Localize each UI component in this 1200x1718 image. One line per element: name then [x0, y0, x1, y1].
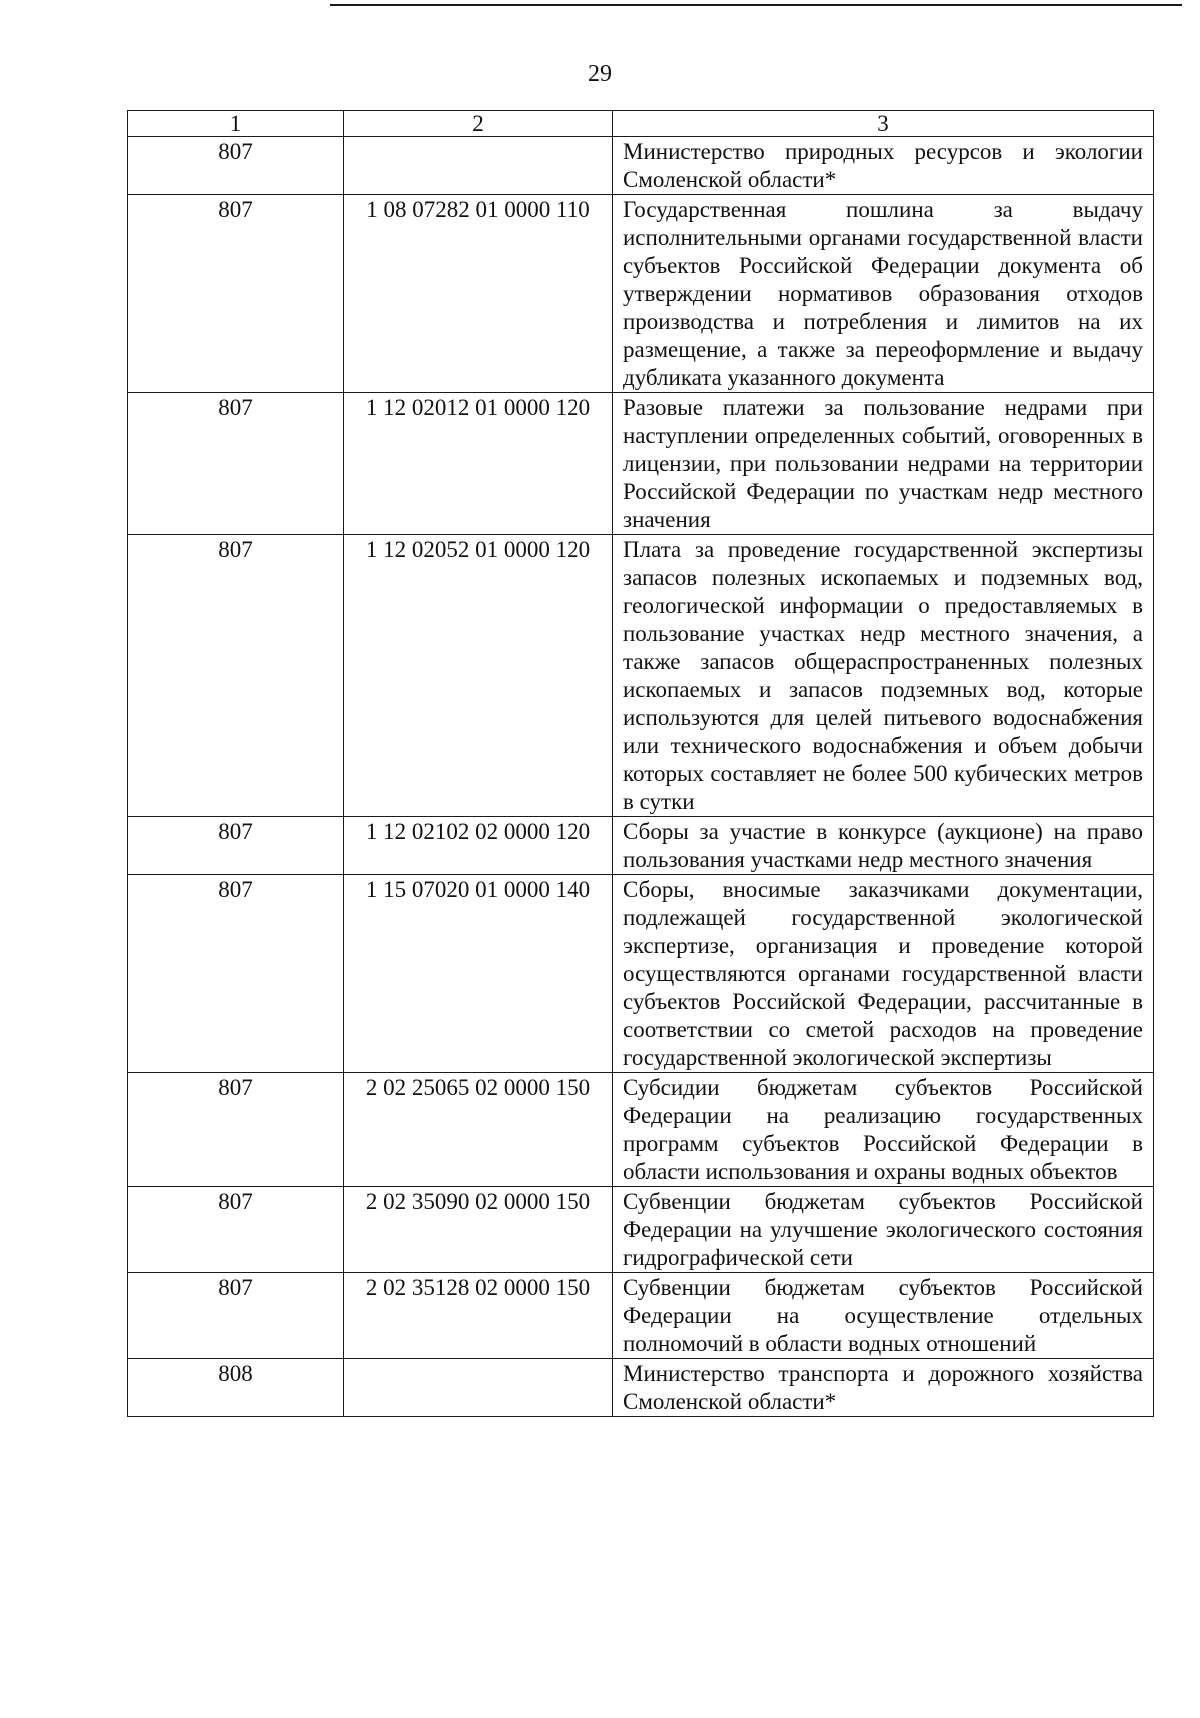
table-row: [128, 1073, 1154, 1187]
table-row: [128, 195, 1154, 393]
budget-code-cell: 1 12 02012 01 0000 120: [344, 393, 613, 535]
admin-code-cell: 808: [128, 1359, 344, 1417]
admin-code-cell: 807: [128, 393, 344, 535]
table-row: [128, 393, 1154, 535]
description-cell: Государственная пошлина за выдачу исполнительными органами государственной власти субъектов Российской Федерации документа об утверждении нормативов образования отходов производства и потребления и лимитов на их размещение, а также за переоформление и выдачу дубликата указанного документа: [613, 195, 1154, 393]
description-cell: Субвенции бюджетам субъектов Российской Федерации на улучшение экологического состояния гидрографической сети: [613, 1187, 1154, 1273]
description-cell: Министерство транспорта и дорожного хозяйства Смоленской области*: [613, 1359, 1154, 1417]
revenue-codes-table: [127, 110, 1154, 1417]
description-cell: Сборы за участие в конкурсе (аукционе) на право пользования участками недр местного значения: [613, 817, 1154, 875]
description-cell: Плата за проведение государственной экспертизы запасов полезных ископаемых и подземных вод, геологической информации о предоставляемых в пользование участках недр местного значения, а также запасов общераспространенных полезных ископаемых и запасов подземных вод, которые используются для целей питьевого водоснабжения или технического водоснабжения и объем добычи которых составляет не более 500 кубических метров в сутки: [613, 535, 1154, 817]
table-body: [128, 111, 1154, 1417]
description-cell: Сборы, вносимые заказчиками документации, подлежащей государственной экологической экспертизе, организация и проведение которой осуществляются органами государственной власти субъектов Российской Федерации, рассчитанные в соответствии со сметой расходов на проведение государственной экологической экспертизы: [613, 875, 1154, 1073]
description-cell: Разовые платежи за пользование недрами при наступлении определенных событий, оговоренных в лицензии, при пользовании недрами на территории Российской Федерации по участкам недр местного значения: [613, 393, 1154, 535]
budget-code-cell: 1 12 02102 02 0000 120: [344, 817, 613, 875]
description-cell: Субвенции бюджетам субъектов Российской Федерации на осуществление отдельных полномочий в области водных отношений: [613, 1273, 1154, 1359]
budget-code-cell: 1 12 02052 01 0000 120: [344, 535, 613, 817]
table-row: [128, 1187, 1154, 1273]
table-row: [128, 875, 1154, 1073]
page-number: 29: [588, 61, 612, 87]
budget-code-cell: 2 02 35128 02 0000 150: [344, 1273, 613, 1359]
top-rule: [330, 4, 1182, 6]
table-row: [128, 535, 1154, 817]
budget-code-cell: 2 02 25065 02 0000 150: [344, 1073, 613, 1187]
description-cell: Субсидии бюджетам субъектов Российской Федерации на реализацию государственных программ субъектов Российской Федерации в области использования и охраны водных объектов: [613, 1073, 1154, 1187]
admin-code-cell: 807: [128, 535, 344, 817]
table-row: [128, 1273, 1154, 1359]
admin-code-cell: 807: [128, 1187, 344, 1273]
budget-code-cell: [344, 137, 613, 195]
budget-code-cell: 1 08 07282 01 0000 110: [344, 195, 613, 393]
description-cell: Министерство природных ресурсов и экологии Смоленской области*: [613, 137, 1154, 195]
admin-code-cell: 807: [128, 875, 344, 1073]
table-row: [128, 137, 1154, 195]
table-row: [128, 817, 1154, 875]
admin-code-cell: 807: [128, 1273, 344, 1359]
admin-code-cell: 807: [128, 817, 344, 875]
admin-code-cell: 807: [128, 195, 344, 393]
column-header-1: 1: [128, 111, 344, 137]
table-header-row: [128, 111, 1154, 137]
budget-code-cell: 1 15 07020 01 0000 140: [344, 875, 613, 1073]
admin-code-cell: 807: [128, 137, 344, 195]
column-header-2: 2: [344, 111, 613, 137]
budget-code-cell: 2 02 35090 02 0000 150: [344, 1187, 613, 1273]
admin-code-cell: 807: [128, 1073, 344, 1187]
table-row: [128, 1359, 1154, 1417]
column-header-3: 3: [613, 111, 1154, 137]
budget-code-cell: [344, 1359, 613, 1417]
